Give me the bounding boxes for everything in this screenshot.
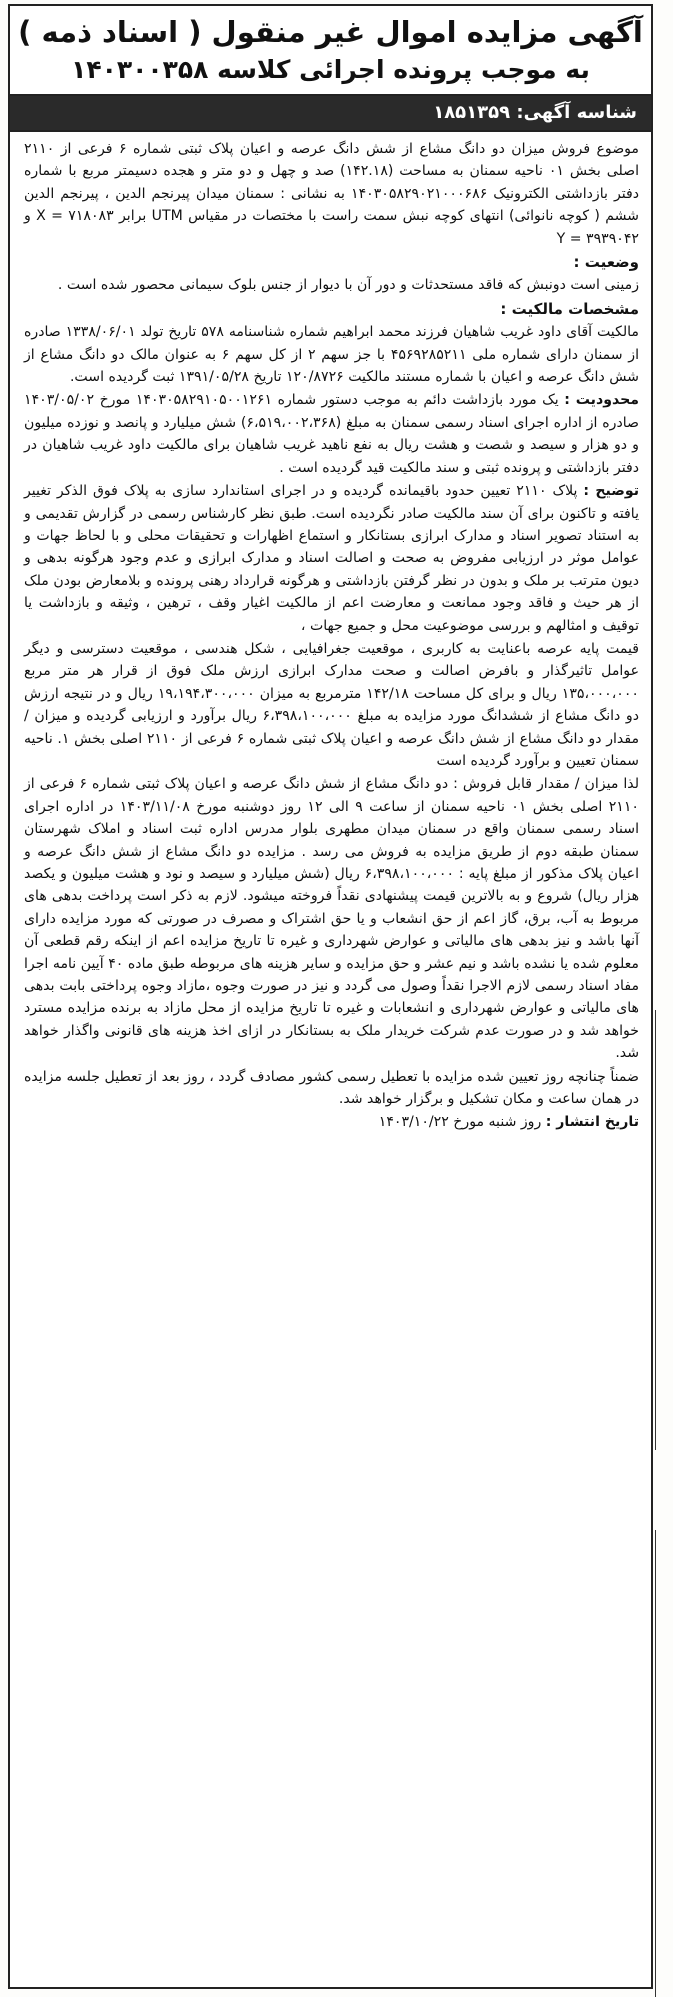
limitation-heading: محدودیت : — [564, 392, 639, 409]
publication-date: روز شنبه مورخ ۱۴۰۳/۱۰/۲۲ — [378, 1114, 542, 1131]
notice-body — [10, 132, 651, 1141]
notice-id: شناسه آگهی: ۱۸۵۱۳۵۹ — [433, 102, 637, 123]
notice-id-bar — [10, 94, 651, 132]
paragraph-limitation: یک مورد بازداشت دائم به موجب دستور شماره ۱۴۰۳۰۵۸۲۹۱۰۵۰۰۱۲۶۱ مورخ ۱۴۰۳/۰۵/۰۲ صادره از اداره اجرای اسناد رسمی سمنان به مبلغ (۶،۵۱۹،۰۰۲،۳۶۸) شش میلیارد و پانصد و نوزده میلیون و دو هزار و سیصد و شصت و هشت ریال به نفع ناهید غریب شاهیان برای مالکیت داود غریب شاهیان در دفتر بازداشتی و پرونده ثبتی و سند مالکیت قید گردیده است . — [24, 392, 639, 476]
paragraph-sale: لذا میزان / مقدار قابل فروش : دو دانگ مشاع از شش دانگ عرصه و اعیان پلاک ثبتی شماره ۶ فرعی از ۲۱۱۰ اصلی بخش ۰۱ ناحیه سمنان از ساعت ۹ الی ۱۲ روز دوشنبه مورخ ۱۴۰۳/۱۱/۰۸ در اداره اجرای اسناد رسمی سمنان واقع در سمنان میدان مطهری بلوار مدرس اداره ثبت اسناد و املاک شهرستان سمنان طبقه دوم از طریق مزایده به فروش می رسد . مزایده دو دانگ مشاع از شش دانگ عرصه و اعیان پلاک مذکور از مبلغ پایه : ۶،۳۹۸،۱۰۰،۰۰۰ ریال (شش میلیارد و سیصد و نود و هشت میلیون و یکصد هزار ریال) شروع و به بالاترین قیمت پیشنهادی نقداً فروخته میشود. لازم به ذکر است پرداخت بدهی های مربوط به آب، برق، گاز اعم از حق انشعاب و یا حق اشتراک و مصرف در صورتی که مورد مزایده دارای آنها باشد و نیز بدهی های مالیاتی و عوارض شهرداری و غیره تا تاریخ مزایده اعم از اینکه رقم قطعی آن معلوم شده یا نشده باشد و نیم عشر و حق مزایده و سایر هزینه های مربوطه طبق ماده ۴۰ آیین نامه اجرا مفاد اسناد رسمی لازم الاجرا نقداً وصول می گردد و نیز در صورت وجوه ،مازاد وجوه پرداختی بابت بدهی های مالیاتی و عوارض شهرداری و انشعابات و غیره تا تاریخ مزایده از محل مازاد به برنده مزایده مسترد خواهد شد و در صورت عدم شرکت خریدار ملک به بستانکار در ازای اخذ هزینه های قانونی واگذار خواهد شد. — [24, 776, 639, 1062]
adjacent-column-border-upper — [655, 1010, 673, 1450]
note-heading: توضیح : — [583, 483, 640, 500]
paragraph-price: قیمت پایه عرصه باعنایت به کاربری ، موقعیت جغرافیایی ، شکل هندسی ، موقعیت دسترسی و دیگر عوامل تاثیرگذار و بافرض اصالت و صحت مدارک ابرازی ارزش ملک فوق از قرار هر متر مربع ۱۳۵،۰۰۰،۰۰۰ ریال و برای کل مساحت ۱۴۲/۱۸ مترمربع به میزان ۱۹،۱۹۴،۳۰۰،۰۰۰ ریال و در نتیجه ارزش دو دانگ مشاع از ششدانگ مورد مزایده به مبلغ ۶،۳۹۸،۱۰۰،۰۰۰ ریال برآورد و ارزیابی گردیده و میزان / مقدار دو دانگ مشاع از شش دانگ عرصه و اعیان پلاک ثبتی شماره ۶ فرعی از ۲۱۱۰ اصلی بخش ۱. ناحیه سمنان تعیین و برآورد گردیده است — [24, 640, 639, 769]
adjacent-column-border-lower — [655, 1530, 673, 1997]
paragraph-ownership: مالکیت آقای داود غریب شاهیان فرزند محمد ابراهیم شماره شناسنامه ۵۷۸ تاریخ تولد ۱۳۳۸/۰۶/۰۱ صادره از سمنان دارای شماره ملی ۴۵۶۹۲۸۵۲۱۱ با جز سهم ۲ از کل سهم ۶ به عنوان مالک دو دانگ مشاع از شش دانگ عرصه و اعیان با شماره مستند مالکیت ۱۲۰/۸۷۲۶ تاریخ ۱۳۹۱/۰۵/۲۸ ثبت گردیده است. — [24, 324, 639, 386]
publication-block — [24, 1111, 639, 1133]
notice-title: آگهی مزایده اموال غیر منقول ( اسناد ذمه ) — [18, 15, 643, 49]
paragraph-limitation-block — [24, 389, 639, 479]
auction-notice — [8, 4, 653, 1989]
status-heading: وضعیت : — [573, 253, 639, 272]
ownership-heading: مشخصات مالکیت : — [500, 299, 639, 318]
paragraph-subject: موضوع فروش میزان دو دانگ مشاع از شش دانگ عرصه و اعیان پلاک ثبتی شماره ۶ فرعی از ۲۱۱۰ اصلی بخش ۰۱ ناحیه سمنان به مساحت (۱۴۲.۱۸) صد و چهل و دو متر و هجده دسیمتر مربع با شماره دفتر بازداشتی الکترونیک ۱۴۰۳۰۵۸۲۹۰۲۱۰۰۰۶۸۶ به نشانی : سمنان میدان پیرنجم الدین ، پیرنجم الدین ششم ( کوچه نانوائی) انتهای کوچه نبش سمت راست با مختصات در مقیاس UTM برابر ۷۱۸۰۸۳ = X و ۳۹۳۹۰۴۲ = Y — [24, 141, 640, 247]
adjacent-column-edge — [655, 0, 673, 1997]
paragraph-note: پلاک ۲۱۱۰ تعیین حدود باقیمانده گردیده و در اجرای استاندارد سازی به پلاک فوق الذکر تغییر یافته و تاکنون برای آن سند مالکیت صادر نگردیده است. طبق نظر کارشناس رسمی در گزارش تقدیمی و به استناد تصویر اسناد و مدارک ابرازی بستانکار و استماع اظهارات و تحقیقات محلی و با لحاظ جهات و عوامل موثر در ارزیابی مفروض به صحت و اصالت اسناد و مدارک ابرازی و عدم وجود هرگونه بدهی و دیون مترتب بر ملک و بدون در نظر گرفتن بازداشتی و هرگونه قرارداد رهنی پرونده و بلامعارض بودن ملک از هر حیث و فاقد وجود ممانعت و معارضت اعم از مالکیت اغیار وقف ، ترهین ، وثیقه و بازداشت یا توقیف و امثالهم و بررسی موضوعیت محل و جمیع جهات ، — [24, 483, 639, 634]
publication-heading: تاریخ انتشار : — [545, 1114, 639, 1131]
paragraph-status: زمینی است دونبش که فاقد مستحدثات و دور آن با دیوار از جنس بلوک سیمانی محصور شده است . — [57, 277, 639, 294]
paragraph-note-block — [24, 480, 639, 637]
notice-subtitle: به موجب پرونده اجرائی کلاسه ۱۴۰۳۰۰۳۵۸ — [71, 55, 590, 84]
paragraph-holiday: ضمناً چنانچه روز تعیین شده مزایده با تعطیل رسمی کشور مصادف گردد ، روز بعد از تعطیل جلسه مزایده در همان ساعت و مکان تشکیل و برگزار خواهد شد. — [24, 1068, 639, 1108]
